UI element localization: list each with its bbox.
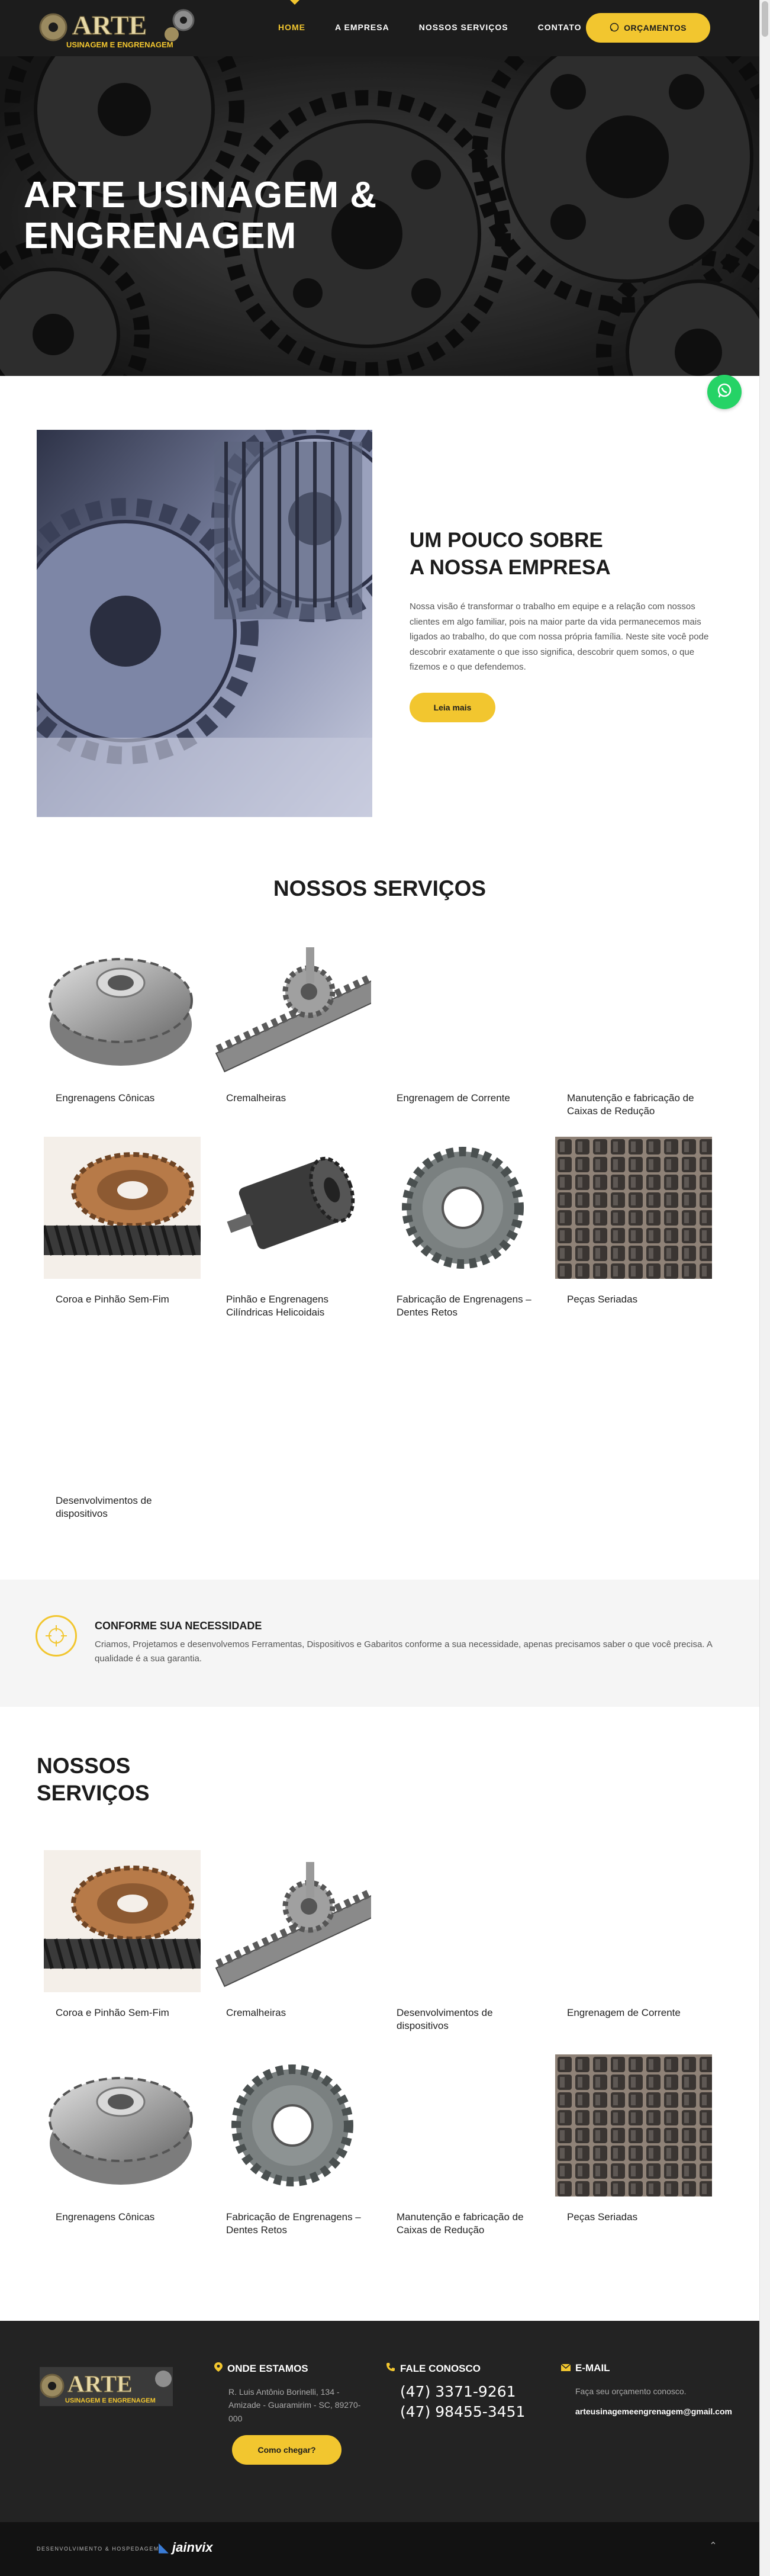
service-2-card-image[interactable] (44, 2054, 201, 2196)
service-2-card-label[interactable]: Fabricação de Engrenagens – Dentes Retos (226, 2211, 361, 2236)
service-card[interactable] (214, 1137, 374, 1319)
footer-email-title-text: E-MAIL (575, 2362, 610, 2374)
service-2-card[interactable] (385, 2054, 545, 2237)
logo-text: ARTE (72, 10, 147, 40)
service-card[interactable] (385, 1137, 545, 1319)
chevron-up-icon: ⌃ (709, 2541, 717, 2551)
about-title-line2: A NOSSA EMPRESA (410, 555, 611, 579)
service-card[interactable] (44, 935, 204, 1105)
service-card-label[interactable]: Fabricação de Engrenagens – Dentes Retos (397, 1294, 531, 1318)
service-2-card-label[interactable]: Peças Seriadas (567, 2211, 638, 2223)
target-icon (36, 1615, 77, 1657)
service-card-image[interactable] (214, 935, 371, 1078)
envelope-icon (561, 2362, 571, 2374)
service-2-card-image[interactable] (555, 1850, 712, 1992)
service-card[interactable] (385, 935, 545, 1105)
service-card-image[interactable] (214, 1137, 371, 1279)
service-card-label[interactable]: Manutenção e fabricação de Caixas de Redução (567, 1092, 694, 1117)
service-card-label[interactable]: Desenvolvimentos de dispositivos (56, 1495, 152, 1520)
band-text: Criamos, Projetamos e desenvolvemos Ferramentas, Dispositivos e Gabaritos conforme a sua necessidade, apenas precisamos saber o que você precisa. A qualidade é a sua garantia. (95, 1639, 713, 1664)
services-title-2 (37, 1752, 214, 1808)
feature-band (0, 1580, 759, 1707)
jainvix-logo[interactable] (159, 2540, 213, 2555)
footer-email-sub: Faça seu orçamento conosco. (575, 2387, 687, 2396)
service-card-image[interactable] (555, 935, 712, 1078)
service-card[interactable] (44, 1137, 204, 1306)
logo-subtitle: USINAGEM E ENGRENAGEM (66, 40, 173, 49)
footer-phone-title-text: FALE CONOSCO (400, 2362, 481, 2374)
service-2-card[interactable] (555, 2054, 715, 2224)
service-2-card[interactable] (214, 2054, 374, 2237)
footer-logo[interactable] (37, 2362, 179, 2410)
hero-title-line2: ENGRENAGEM (24, 216, 297, 257)
service-2-card[interactable] (44, 2054, 204, 2224)
band-title: CONFORME SUA NECESSIDADE (95, 1620, 262, 1632)
credit-text: DESENVOLVIMENTO & HOSPEDAGEM (37, 2546, 159, 2552)
bottom-bar (0, 2522, 759, 2576)
whatsapp-icon (716, 382, 733, 403)
whatsapp-float-button[interactable] (707, 375, 742, 409)
service-card-label[interactable]: Coroa e Pinhão Sem-Fim (56, 1294, 169, 1305)
main-nav (278, 22, 582, 32)
services-title: NOSSOS SERVIÇOS (273, 876, 487, 901)
jainvix-label: jainvix (172, 2540, 213, 2555)
footer-phone-1[interactable]: (47) 3371-9261 (400, 2383, 516, 2400)
service-2-card[interactable] (555, 1850, 715, 2019)
about-text: Nossa visão é transformar o trabalho em equipe e a relação com nossos clientes em algo familiar, pois na maior parte da vida permanecemos mais ligados ao trabalho, do que com nossa própria família. Neste site você pode descobrir exatamente o que isso significa, descobrir quem somos, o que fizemos e o que defendemos. (410, 602, 709, 672)
service-card-image[interactable] (385, 935, 542, 1078)
nav-a-empresa[interactable]: A EMPRESA (335, 22, 389, 32)
service-2-card-label[interactable]: Manutenção e fabricação de Caixas de Redução (397, 2211, 524, 2236)
footer-address: R. Luis Antônio Borinelli, 134 - Amizade - Guaramirim - SC, 89270-000 (228, 2387, 361, 2423)
nav-home[interactable]: HOME (278, 22, 305, 32)
footer-address-col (214, 2362, 368, 2425)
service-card-image[interactable] (385, 1137, 542, 1279)
footer-phone-col (386, 2362, 540, 2422)
logo[interactable] (37, 5, 196, 52)
service-card[interactable] (555, 1137, 715, 1306)
hero-title (24, 175, 377, 257)
map-pin-icon (214, 2362, 223, 2375)
about-image (37, 430, 372, 817)
phone-icon (386, 2362, 395, 2375)
whatsapp-icon (610, 22, 619, 34)
service-card-label[interactable]: Cremalheiras (226, 1092, 286, 1104)
about-title (410, 527, 705, 581)
service-2-card-label[interactable]: Engrenagens Cônicas (56, 2211, 155, 2223)
como-chegar-button[interactable]: Como chegar? (232, 2435, 341, 2465)
services-title-2-line1: NOSSOS (37, 1754, 131, 1778)
service-card-label[interactable]: Engrenagem de Corrente (397, 1092, 510, 1104)
service-card-image[interactable] (44, 1137, 201, 1279)
footer-logo-subtitle: USINAGEM E ENGRENAGEM (65, 2397, 156, 2404)
service-2-card[interactable] (44, 1850, 204, 2019)
service-2-card-image[interactable] (214, 2054, 371, 2196)
service-card-label[interactable]: Engrenagens Cônicas (56, 1092, 155, 1104)
service-2-card[interactable] (214, 1850, 374, 2019)
leia-mais-button[interactable]: Leia mais (410, 693, 495, 722)
site-header (0, 0, 759, 56)
service-card[interactable] (44, 1338, 204, 1520)
footer-logo-text: ARTE (67, 2371, 133, 2397)
service-2-card[interactable] (385, 1850, 545, 2033)
scrollbar-thumb[interactable] (762, 1, 768, 37)
service-2-card-image[interactable] (555, 2054, 712, 2196)
nav-contato[interactable]: CONTATO (537, 22, 582, 32)
footer-email-title (561, 2362, 759, 2374)
service-2-card-label[interactable]: Engrenagem de Corrente (567, 2007, 681, 2018)
service-card-image[interactable] (555, 1137, 712, 1279)
service-card[interactable] (555, 935, 715, 1118)
service-2-card-image[interactable] (214, 1850, 371, 1992)
service-card-image[interactable] (44, 1338, 201, 1480)
nav-active-indicator (290, 0, 299, 5)
service-card[interactable] (214, 935, 374, 1105)
hero-banner (0, 56, 759, 376)
service-card-label[interactable]: Pinhão e Engrenagens Cilíndricas Helicoidais (226, 1294, 328, 1318)
service-2-card-label[interactable]: Desenvolvimentos de dispositivos (397, 2007, 493, 2032)
footer-phone-title (386, 2362, 540, 2375)
service-2-card-label[interactable]: Cremalheiras (226, 2007, 286, 2018)
nav-nossos-servicos[interactable]: NOSSOS SERVIÇOS (418, 22, 508, 32)
scrollbar[interactable] (759, 0, 770, 2576)
footer-address-title (214, 2362, 368, 2375)
service-2-card-image[interactable] (44, 1850, 201, 1992)
scroll-to-top-button[interactable] (704, 2540, 722, 2558)
jainvix-mark-icon: ◣ (159, 2540, 169, 2555)
service-2-card-label[interactable]: Coroa e Pinhão Sem-Fim (56, 2007, 169, 2018)
footer-email-col (561, 2362, 759, 2419)
footer-phone-2[interactable]: (47) 98455-3451 (400, 2403, 526, 2420)
service-card-image[interactable] (44, 935, 201, 1078)
footer-email[interactable]: arteusinagemeengrenagem@gmail.com (575, 2407, 732, 2417)
site-footer (0, 2321, 759, 2522)
footer-address-title-text: ONDE ESTAMOS (227, 2362, 308, 2374)
service-card-label[interactable]: Peças Seriadas (567, 1294, 638, 1305)
hero-title-line1: ARTE USINAGEM & (24, 175, 378, 216)
about-title-line1: UM POUCO SOBRE (410, 529, 603, 552)
footer-phones (386, 2382, 540, 2422)
services-title-2-line2: SERVIÇOS (37, 1781, 150, 1806)
orcamentos-label: ORÇAMENTOS (624, 23, 687, 33)
service-2-card-image[interactable] (385, 2054, 542, 2196)
orcamentos-button[interactable] (586, 13, 710, 43)
service-2-card-image[interactable] (385, 1850, 542, 1992)
